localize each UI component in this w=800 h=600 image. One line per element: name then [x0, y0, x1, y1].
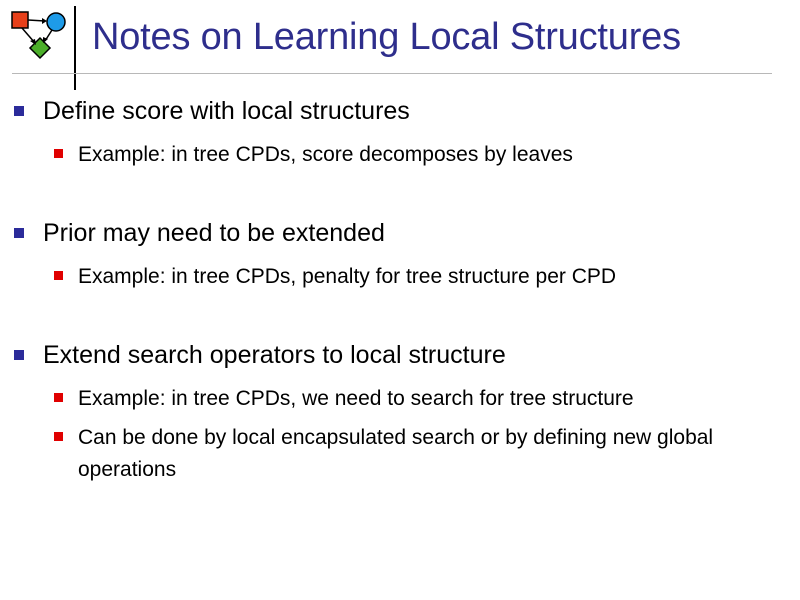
sub-bullet-square-icon — [54, 149, 63, 158]
bullet-item — [43, 97, 410, 126]
bullet-text: Define score with local structures — [43, 97, 410, 125]
title-horizontal-rule — [12, 73, 772, 74]
slide-title: Notes on Learning Local Structures — [92, 16, 681, 58]
sub-bullet-text: Example: in tree CPDs, we need to search for tree structure — [78, 387, 634, 410]
sub-bullet-square-icon — [54, 432, 63, 441]
sub-bullet-square-icon — [54, 393, 63, 402]
sub-bullet-text: Can be done by local encapsulated search or by defining new global operations — [78, 426, 714, 481]
sub-bullet-text: Example: in tree CPDs, penalty for tree structure per CPD — [78, 265, 617, 288]
bullet-text: Prior may need to be extended — [43, 219, 385, 247]
graph-nodes-logo-icon — [8, 8, 72, 68]
sub-bullet-item — [78, 139, 768, 171]
bullet-square-icon — [14, 228, 24, 238]
bullet-square-icon — [14, 106, 24, 116]
bullet-item — [43, 219, 385, 248]
sub-bullet-text: Example: in tree CPDs, score decomposes by leaves — [78, 143, 573, 166]
sub-bullet-item — [78, 261, 768, 293]
sub-bullet-square-icon — [54, 271, 63, 280]
bullet-square-icon — [14, 350, 24, 360]
sub-bullet-item — [78, 422, 768, 486]
bullet-text: Extend search operators to local structure — [43, 341, 506, 369]
title-vertical-rule — [74, 6, 76, 90]
bullet-item — [43, 341, 506, 370]
sub-bullet-item — [78, 383, 768, 415]
